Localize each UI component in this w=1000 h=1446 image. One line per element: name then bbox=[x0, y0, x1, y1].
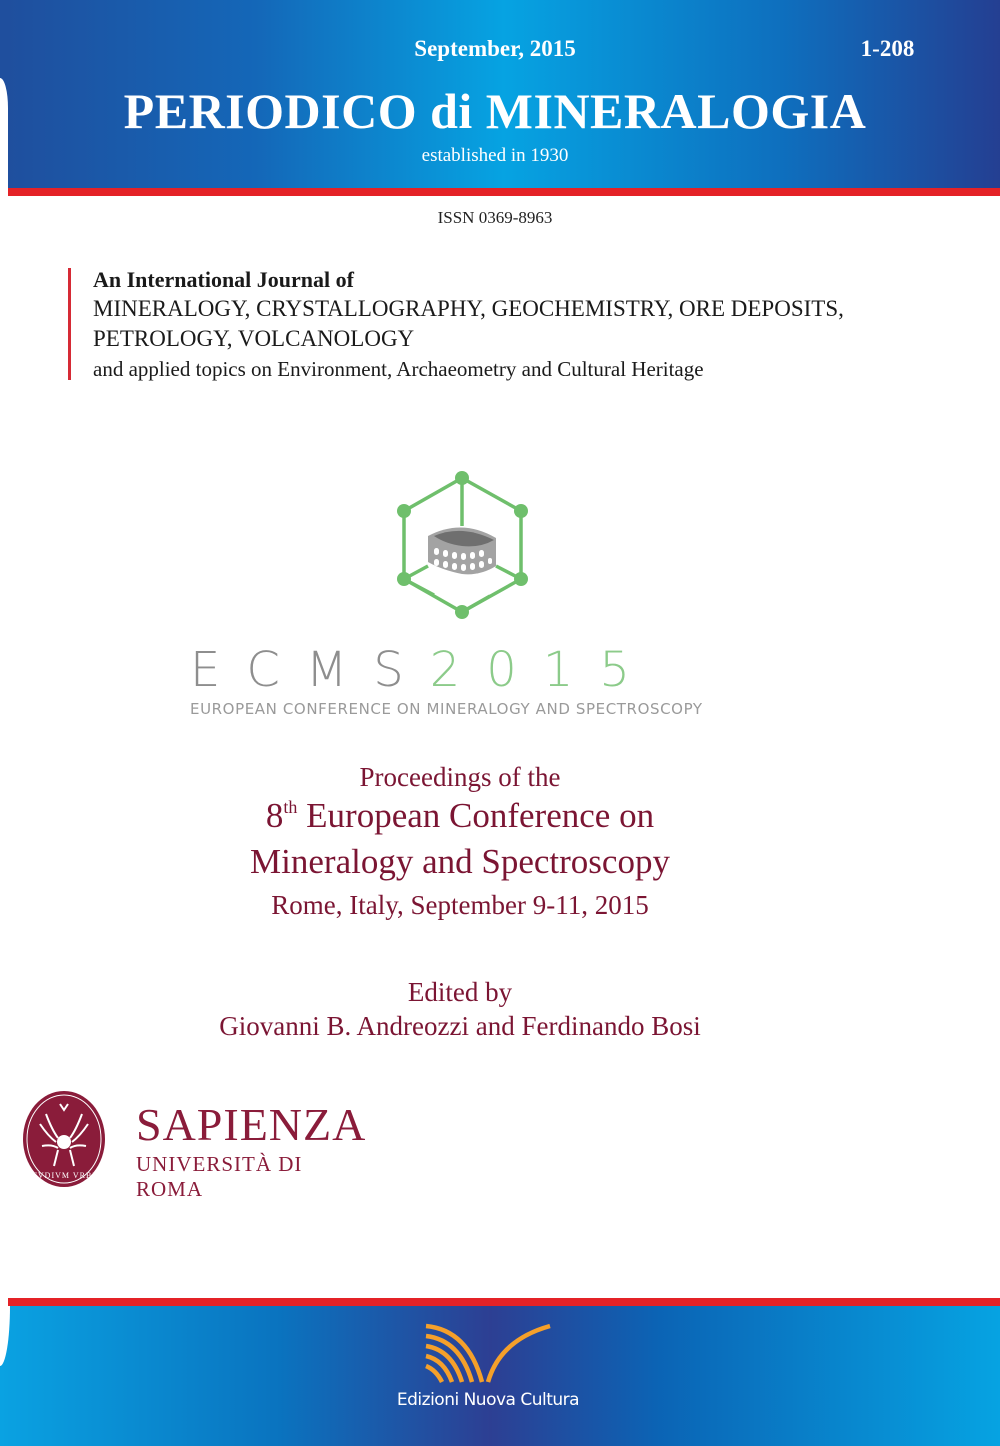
footer-red-stripe bbox=[8, 1298, 1000, 1306]
conference-title-rest: European Conference on bbox=[297, 796, 655, 835]
ecms-acronym: ECMS bbox=[190, 642, 430, 698]
publisher-name: Edizioni Nuova Cultura bbox=[396, 1390, 580, 1410]
ordinal-number: 8 bbox=[265, 796, 284, 835]
issn: ISSN 0369-8963 bbox=[437, 208, 553, 227]
scope-applied: and applied topics on Environment, Archaeometry and Cultural Heritage bbox=[93, 357, 704, 381]
ecms-wordmark bbox=[190, 640, 740, 718]
scope-topics-1: MINERALOGY, CRYSTALLOGRAPHY, GEOCHEMISTRY, ORE DEPOSITS, bbox=[93, 296, 844, 321]
proceedings-intro: Proceedings of the bbox=[359, 762, 561, 792]
scope-topics-2: PETROLOGY, VOLCANOLOGY bbox=[93, 326, 415, 351]
journal-title: PERIODICO di MINERALOGIA bbox=[123, 83, 867, 139]
colosseum-hexagon-icon bbox=[390, 466, 540, 621]
ecms-full-name: EUROPEAN CONFERENCE ON MINERALOGY AND SPECTROSCOPY bbox=[190, 700, 703, 718]
journal-header bbox=[0, 0, 1000, 196]
conference-location-date: Rome, Italy, September 9-11, 2015 bbox=[271, 890, 649, 920]
conference-title-line2: Mineralogy and Spectroscopy bbox=[250, 842, 670, 881]
university-name: SAPIENZA bbox=[136, 1099, 367, 1150]
edizioni-nuova-cultura-logo bbox=[424, 1322, 554, 1384]
established-note: established in 1930 bbox=[421, 145, 569, 166]
page-range: 1-208 bbox=[860, 36, 915, 61]
sapienza-seal-icon bbox=[22, 1090, 106, 1188]
ordinal-suffix: th bbox=[283, 797, 298, 817]
university-subtitle: UNIVERSITÀ DI ROMA bbox=[136, 1152, 303, 1201]
editors: Giovanni B. Andreozzi and Ferdinando Bosi bbox=[219, 1011, 701, 1041]
conference-title-line1 bbox=[0, 796, 920, 836]
issue-date: September, 2015 bbox=[414, 36, 576, 61]
university-logo bbox=[22, 1090, 367, 1201]
svg-text:STVDIVM VRBIS: STVDIVM VRBIS bbox=[26, 1171, 102, 1180]
scope-accent-bar bbox=[68, 268, 71, 380]
ecms-year: 2015 bbox=[429, 642, 656, 698]
header-red-stripe bbox=[8, 188, 1000, 196]
edited-by-label: Edited by bbox=[407, 977, 513, 1007]
scope-intro: An International Journal of bbox=[93, 267, 354, 292]
